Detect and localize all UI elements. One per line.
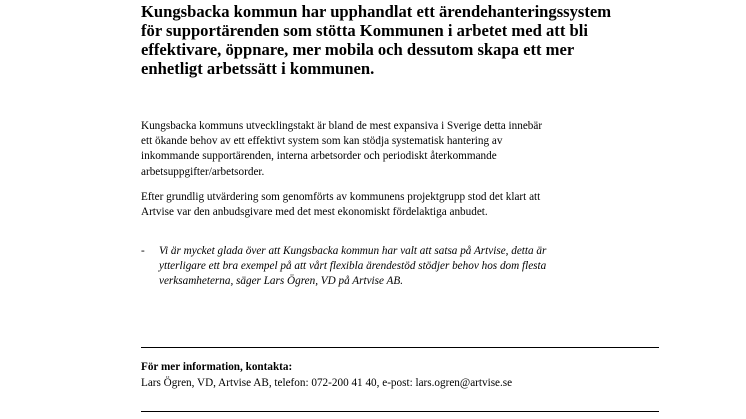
paragraph-line: Artvise var den anbudsgivare med det mest ekonomiskt fördelaktiga anbudet. bbox=[141, 206, 488, 219]
paragraph-line: ett ökande behov av ett effektivt system som kan stödja systematisk hantering av bbox=[141, 135, 503, 148]
press-release-headline bbox=[141, 2, 681, 78]
divider-top bbox=[141, 347, 659, 348]
headline-line: effektivare, öppnare, mer mobila och dessutom skapa ett mer bbox=[141, 40, 575, 59]
quote-line: Vi är mycket glada över att Kungsbacka kommun har valt att satsa på Artvise, detta är bbox=[159, 245, 547, 257]
headline-line: Kungsbacka kommun har upphandlat ett ärendehanteringssystem bbox=[141, 2, 612, 21]
quote-dash: - bbox=[141, 245, 145, 257]
paragraph-line: Efter grundlig utvärdering som genomförts av kommunens projektgrupp stod det klart att bbox=[141, 191, 541, 203]
headline-line: enhetligt arbetssätt i kommunen. bbox=[141, 59, 375, 78]
body-paragraph-1 bbox=[141, 119, 681, 180]
quote-line: verksamheterna, säger Lars Ögren, VD på Artvise AB. bbox=[159, 275, 404, 288]
paragraph-line: arbetsuppgifter/arbetsorder. bbox=[141, 165, 265, 178]
contact-details: Lars Ögren, VD, Artvise AB, telefon: 072-200 41 40, e-post: lars.ogren@artvise.se bbox=[141, 377, 513, 389]
paragraph-line: inkommande supportärenden, interna arbetsorder och periodiskt återkommande bbox=[141, 150, 497, 163]
quote-block bbox=[159, 244, 679, 290]
divider-bottom bbox=[141, 411, 659, 412]
paragraph-line: Kungsbacka kommuns utvecklingstakt är bland de mest expansiva i Sverige detta innebär bbox=[141, 120, 543, 132]
headline-line: för supportärenden som stötta Kommunen i arbetet med att bli bbox=[141, 21, 588, 40]
quote-line: ytterligare ett bra exempel på att vårt flexibla ärendestöd stödjer behov hos dom flesta bbox=[159, 260, 547, 273]
body-paragraph-2 bbox=[141, 190, 681, 220]
contact-heading: För mer information, kontakta: bbox=[141, 361, 293, 373]
